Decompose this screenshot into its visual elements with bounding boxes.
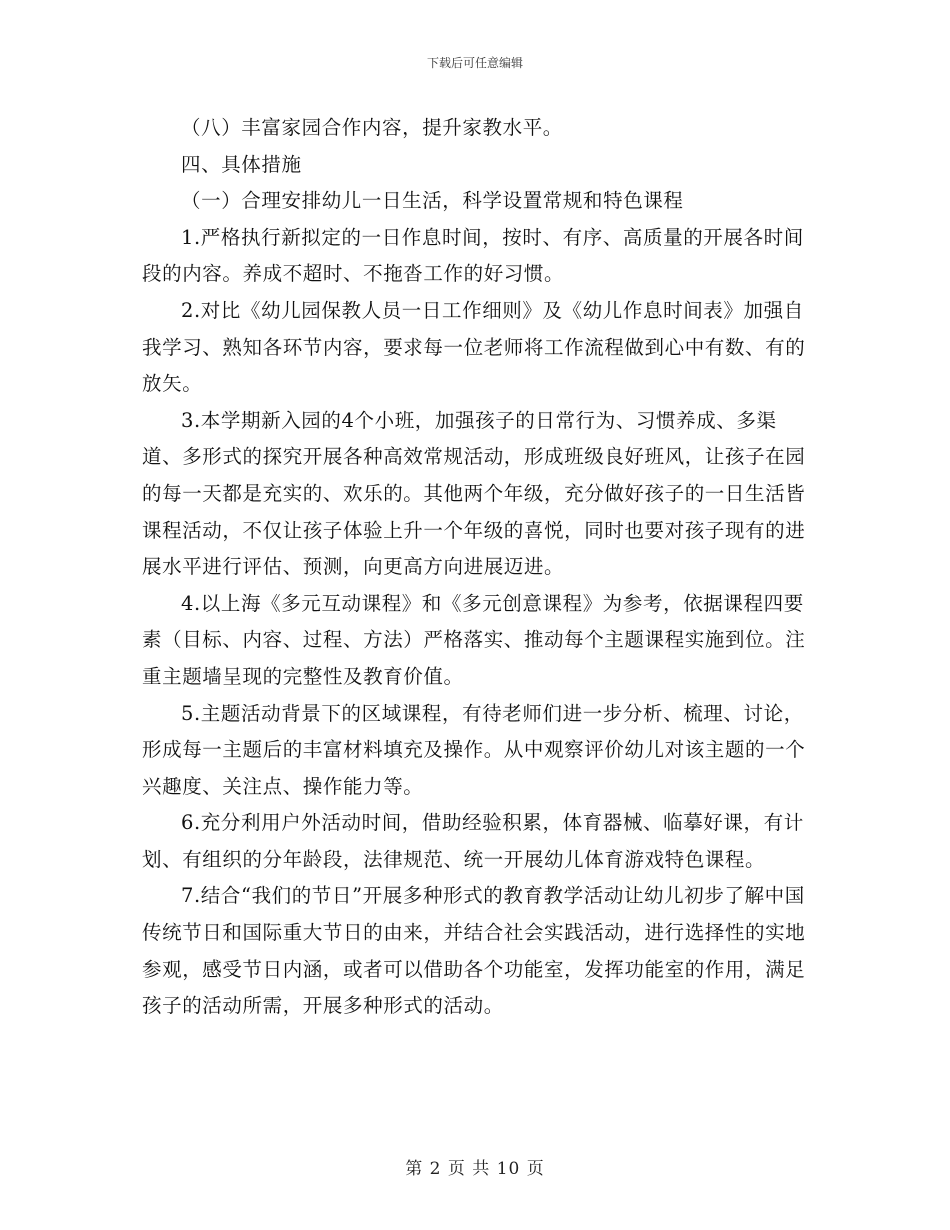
paragraph-section-8: （八）丰富家园合作内容，提升家教水平。: [181, 116, 563, 139]
paragraph-item-6: 6.充分利用户外活动时间，借助经验积累，体育器械、临摹好课，有计划、有组织的分年龄段，法律规范、统一开展幼儿体育游戏特色课程。: [142, 811, 804, 871]
paragraph-item-4: 4.以上海《多元互动课程》和《多元创意课程》为参考，依据课程四要素（目标、内容、过程、方法）严格落实、推动每个主题课程实施到位。注重主题墙呈现的完整性及教育价值。: [142, 591, 806, 688]
heading-specific-measures: 四、具体措施: [181, 152, 302, 176]
paragraph-item-5: 5.主题活动背景下的区域课程，有待老师们进一步分析、梳理、讨论，形成每一主题后的丰富材料填充及操作。从中观察评价幼儿对该主题的一个兴趣度、关注点、操作能力等。: [142, 701, 806, 798]
paragraph-item-3: 3.本学期新入园的4个小班，加强孩子的日常行为、习惯养成、多渠道、多形式的探究开展各种高效常规活动，形成班级良好班风，让孩子在园的每一天都是充实的、欢乐的。其他两个年级，充分做好孩子的一日生活皆课程活动，不仅让孩子体验上升一个年级的喜悦，同时也要对孩子现有的进展水平进行评估、预测，向更高方向进展迈进。: [142, 408, 806, 579]
paragraph-item-2: 2.对比《幼儿园保教人员一日工作细则》及《幼儿作息时间表》加强自我学习、熟知各环节内容，要求每一位老师将工作流程做到心中有数、有的放矢。: [142, 298, 806, 396]
header-note: 下载后可任意编辑: [426, 56, 523, 70]
page-number: 第 2 页 共 10 页: [405, 1159, 545, 1179]
paragraph-item-7: 7.结合“我们的节日”开展多种形式的教育教学活动让幼儿初步了解中国传统节日和国际重大节日的由来，并结合社会实践活动，进行选择性的实地参观，感受节日内涵，或者可以借助各个功能室，发挥功能室的作用，满足孩子的活动所需，开展多种形式的活动。: [142, 884, 806, 1018]
document-body: [142, 110, 812, 1025]
paragraph-item-1: 1.严格执行新拟定的一日作息时间，按时、有序、高质量的开展各时间段的内容。养成不超时、不拖沓工作的好习惯。: [142, 225, 804, 286]
subheading-daily-schedule: （一）合理安排幼儿一日生活，科学设置常规和特色课程: [181, 189, 684, 213]
